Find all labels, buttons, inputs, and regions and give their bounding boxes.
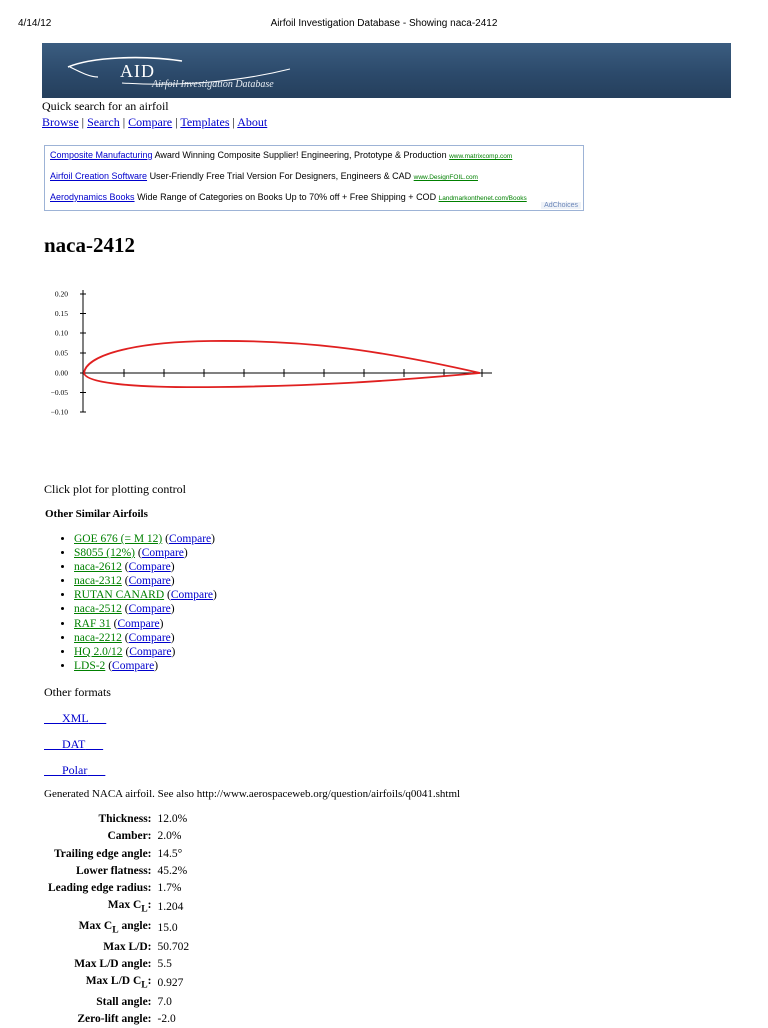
nav-browse-link[interactable]: Browse	[42, 115, 79, 129]
list-item: • naca-2612 (Compare)	[74, 560, 217, 574]
nav-templates-link[interactable]: Templates	[180, 115, 230, 129]
generated-note: Generated NACA airfoil. See also http://www.aerospaceweb.org/question/airfoils/q0041.shtml	[44, 788, 461, 800]
y-tick-label: 0.05	[54, 348, 68, 358]
ad-url-link[interactable]: Landmarkonthenet.com/Books	[438, 195, 527, 202]
property-label: Thickness:	[98, 813, 152, 825]
list-item: • naca-2512 (Compare)	[74, 602, 217, 616]
table-row	[46, 956, 191, 973]
nav-separator: |	[81, 115, 85, 129]
property-value: 15.0	[157, 921, 178, 934]
page-title: naca-2412	[44, 233, 135, 257]
similar-airfoil-link[interactable]: GOE 676 (= M 12)	[74, 533, 163, 545]
nav-search-link[interactable]: Search	[87, 115, 120, 129]
table-row	[46, 897, 191, 918]
other-formats-label: Other formats	[44, 685, 111, 699]
ad-title-link[interactable]: Airfoil Creation Software	[50, 171, 148, 181]
property-value: 45.2%	[157, 864, 188, 877]
property-value: 7.0	[157, 995, 172, 1008]
list-item: • RUTAN CANARD (Compare)	[74, 588, 217, 602]
table-row	[46, 846, 191, 863]
property-label-sub: L	[112, 924, 119, 936]
airfoil-properties-table	[46, 811, 191, 1028]
list-item: • RAF 31 (Compare)	[74, 617, 217, 631]
table-row	[46, 939, 191, 956]
table-row	[46, 1011, 191, 1028]
similar-airfoil-link[interactable]: LDS-2	[74, 659, 106, 672]
table-row	[46, 973, 191, 994]
site-logo: AID	[120, 61, 155, 81]
ad-text: Award Winning Composite Supplier! Engineering, Prototype & Production	[154, 150, 447, 160]
table-row	[46, 880, 191, 897]
print-doc-title: Airfoil Investigation Database - Showing naca-2412	[270, 18, 498, 29]
property-value: 5.5	[157, 957, 172, 970]
property-label: Trailing edge angle:	[53, 847, 152, 860]
similar-airfoil-link[interactable]: naca-2212	[74, 631, 122, 644]
y-tick-label: 0.00	[54, 368, 68, 378]
similar-airfoil-link[interactable]: RAF 31	[74, 617, 111, 630]
quick-search-label: Quick search for an airfoil	[42, 99, 169, 113]
similar-airfoil-link[interactable]: HQ 2.0/12	[74, 645, 123, 658]
property-label: Lower flatness:	[76, 864, 152, 877]
property-value: 2.0%	[157, 830, 182, 843]
property-label-main: Max L/D C	[85, 975, 142, 988]
property-value: 12.0%	[157, 813, 188, 825]
airfoil-plot[interactable]	[40, 286, 500, 426]
airfoil-plot-svg	[40, 286, 500, 426]
format-dat-link[interactable]	[44, 737, 103, 752]
compare-link[interactable]: Compare	[112, 659, 155, 672]
list-item: • HQ 2.0/12 (Compare)	[74, 645, 217, 659]
property-label-tail: :	[147, 899, 152, 912]
similar-airfoil-link[interactable]: naca-2312	[74, 575, 122, 588]
similar-airfoil-link[interactable]: RUTAN CANARD	[74, 589, 165, 602]
ad-row[interactable]	[50, 192, 527, 202]
property-label	[46, 973, 154, 994]
airfoil-upper-surface	[84, 341, 480, 373]
property-label: Zero-lift angle:	[77, 1013, 152, 1026]
ad-title-link[interactable]: Aerodynamics Books	[50, 192, 135, 202]
property-label	[46, 897, 154, 918]
compare-link[interactable]: Compare	[117, 617, 160, 630]
property-label: Max L/D:	[103, 940, 152, 953]
property-label: Max L/D angle:	[74, 957, 152, 970]
similar-airfoils-list	[44, 532, 217, 673]
nav-separator: |	[232, 115, 235, 129]
ad-row[interactable]	[50, 171, 478, 181]
property-label-tail: angle:	[118, 920, 152, 933]
property-label-main: Max C	[78, 920, 113, 933]
ad-text: User-Friendly Free Trial Version For Designers, Engineers & CAD	[149, 171, 412, 181]
nav-about-link[interactable]: About	[237, 115, 268, 129]
property-value: 1.7%	[157, 882, 182, 895]
nav-compare-link[interactable]: Compare	[128, 115, 173, 129]
property-label: Camber:	[107, 830, 152, 843]
property-value: 50.702	[157, 940, 190, 953]
table-row	[46, 863, 191, 880]
y-tick-label: 0.10	[54, 328, 68, 338]
airfoil-lower-surface	[84, 373, 480, 387]
property-label: Stall angle:	[96, 995, 152, 1008]
compare-link[interactable]: Compare	[170, 589, 213, 602]
print-date: 4/14/12	[18, 18, 52, 29]
site-banner[interactable]	[42, 43, 731, 98]
property-value: -2.0	[157, 1013, 176, 1026]
ad-title-link[interactable]: Composite Manufacturing	[50, 150, 153, 160]
property-value: 0.927	[157, 976, 184, 989]
list-item: • naca-2312 (Compare)	[74, 574, 217, 588]
list-item: • S8055 (12%) (Compare)	[74, 546, 217, 560]
compare-link[interactable]: Compare	[128, 631, 171, 644]
print-header	[0, 18, 768, 32]
y-tick-label: 0.20	[54, 289, 68, 299]
ad-choices-badge[interactable]: AdChoices	[541, 202, 581, 209]
compare-link[interactable]: Compare	[128, 603, 171, 616]
compare-link[interactable]: Compare	[168, 533, 212, 545]
format-dat-label: DAT	[62, 737, 86, 751]
ad-url-link[interactable]: www.DesignFOIL.com	[413, 174, 478, 181]
list-item: • naca-2212 (Compare)	[74, 631, 217, 645]
list-item: • LDS-2 (Compare)	[74, 659, 217, 673]
table-row	[46, 828, 191, 845]
ad-block	[44, 145, 584, 211]
nav-separator: |	[122, 115, 126, 129]
ad-url-link[interactable]: www.matrixcomp.com	[449, 153, 513, 160]
similar-airfoil-link[interactable]: naca-2512	[74, 603, 122, 616]
format-polar-link[interactable]	[44, 763, 105, 778]
nav-separator: |	[175, 115, 178, 129]
property-label-sub: L	[141, 903, 148, 915]
main-nav	[42, 115, 267, 130]
y-tick-label: −0.05	[50, 388, 68, 397]
y-tick-label: −0.10	[50, 407, 68, 417]
table-row	[46, 918, 191, 939]
format-polar-label: Polar	[62, 763, 88, 777]
property-label	[46, 918, 154, 939]
list-item: • GOE 676 (= M 12) (Compare)	[74, 532, 217, 546]
similar-airfoil-link[interactable]: S8055 (12%)	[74, 547, 136, 560]
compare-link[interactable]: Compare	[128, 575, 171, 588]
ad-row[interactable]	[50, 150, 512, 160]
y-tick-label: 0.15	[54, 309, 68, 318]
table-row	[46, 811, 191, 828]
property-label-tail: :	[147, 975, 152, 988]
table-row	[46, 994, 191, 1011]
compare-link[interactable]: Compare	[128, 561, 171, 574]
property-label-main: Max C	[107, 899, 142, 912]
site-tagline: Airfoil Investigation Database	[152, 79, 274, 90]
property-value: 14.5°	[157, 847, 183, 860]
compare-link[interactable]: Compare	[141, 547, 184, 560]
similar-airfoil-link[interactable]: naca-2612	[74, 561, 122, 574]
property-label: Leading edge radius:	[48, 882, 152, 895]
format-xml-link[interactable]	[44, 711, 106, 726]
property-label-sub: L	[141, 979, 148, 991]
similar-airfoils-heading: Other Similar Airfoils	[45, 508, 148, 520]
compare-link[interactable]: Compare	[129, 645, 172, 658]
format-xml-label: XML	[62, 711, 89, 725]
ad-text: Wide Range of Categories on Books Up to 70% off + Free Shipping + COD	[137, 192, 437, 202]
plot-caption: Click plot for plotting control	[44, 482, 186, 496]
property-value: 1.204	[157, 901, 184, 914]
